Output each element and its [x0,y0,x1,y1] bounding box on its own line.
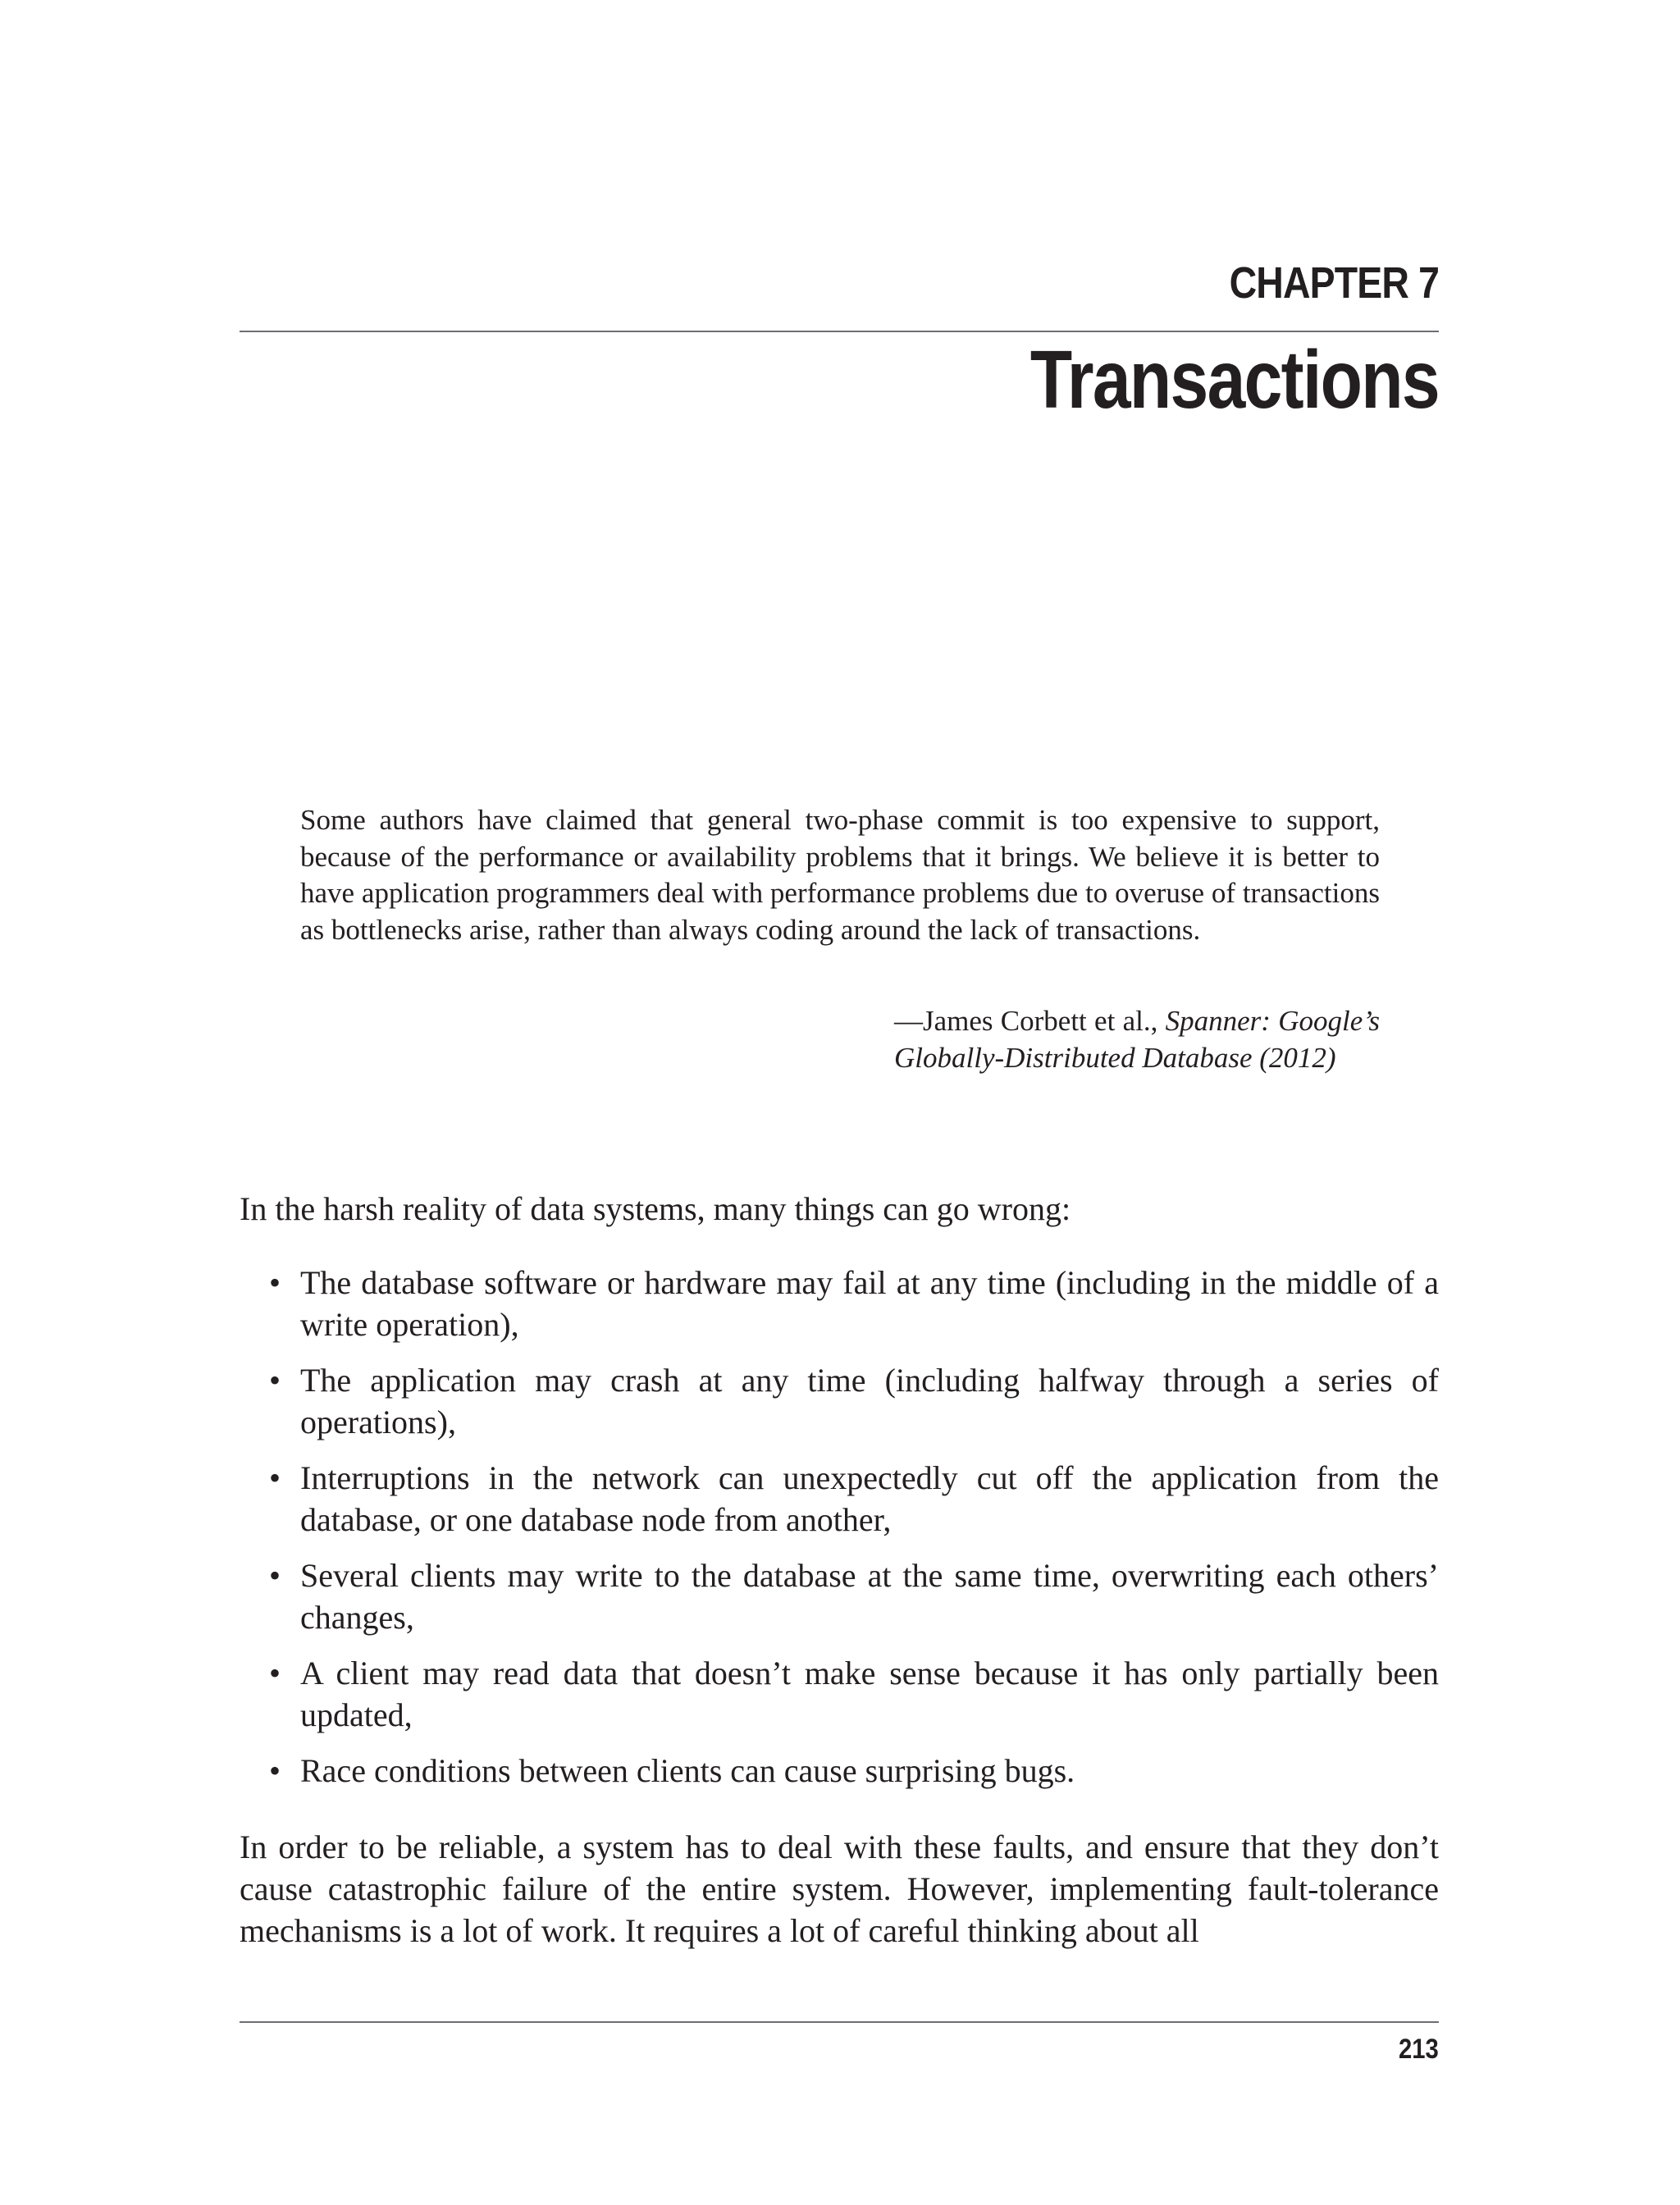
intro-paragraph: In the harsh reality of data systems, many things can go wrong: [240,1190,1071,1227]
list-item-text: Several clients may write to the database at the same time, overwriting each others’ changes, [300,1557,1439,1636]
list-item-text: The application may crash at any time (including halfway through a series of operations), [300,1362,1439,1440]
epigraph-attribution [894,1003,1380,1076]
list-item-text: Race conditions between clients can cause surprising bugs. [300,1752,1075,1789]
bullet-icon: • [269,1655,281,1691]
chapter-label: CHAPTER 7 [1229,258,1439,308]
footer-rule [240,2021,1439,2023]
list-item-text: A client may read data that doesn’t make sense because it has only partially been updated, [300,1655,1439,1733]
list-item-text: The database software or hardware may fail at any time (including in the middle of a write operation), [300,1264,1439,1343]
list-item [240,1652,1439,1736]
attribution-source: Spanner: Google’s Globally-Distributed Database (2012) [894,1005,1381,1074]
list-item [240,1750,1439,1792]
chapter-rule [240,331,1439,332]
list-item [240,1262,1439,1345]
fault-list [240,1262,1439,1806]
attribution-author: —James Corbett et al., [894,1005,1166,1037]
epigraph-quote: Some authors have claimed that general two-phase commit is too expensive to support, because of the performance or availability problems that it brings. We believe it is better to have application programmers deal with performance problems due to overuse of transactions as bottlenecks arise, rather than always coding around the lack of transactions. [300,804,1380,946]
page-number: 213 [1399,2034,1439,2065]
list-item [240,1457,1439,1541]
bullet-icon: • [269,1264,281,1301]
bullet-icon: • [269,1459,281,1496]
chapter-title: Transactions [1029,334,1439,426]
list-item [240,1554,1439,1638]
bullet-icon: • [269,1752,281,1789]
list-item-text: Interruptions in the network can unexpectedly cut off the application from the database, or one database node from another, [300,1459,1439,1538]
list-item [240,1359,1439,1443]
closing-paragraph: In order to be reliable, a system has to deal with these faults, and ensure that they don’t cause catastrophic failure of the entire system. However, implementing fault-tolerance mechanisms is a lot of work. It requires a lot of careful thinking about all [240,1828,1439,1949]
bullet-icon: • [269,1362,281,1399]
bullet-icon: • [269,1557,281,1594]
